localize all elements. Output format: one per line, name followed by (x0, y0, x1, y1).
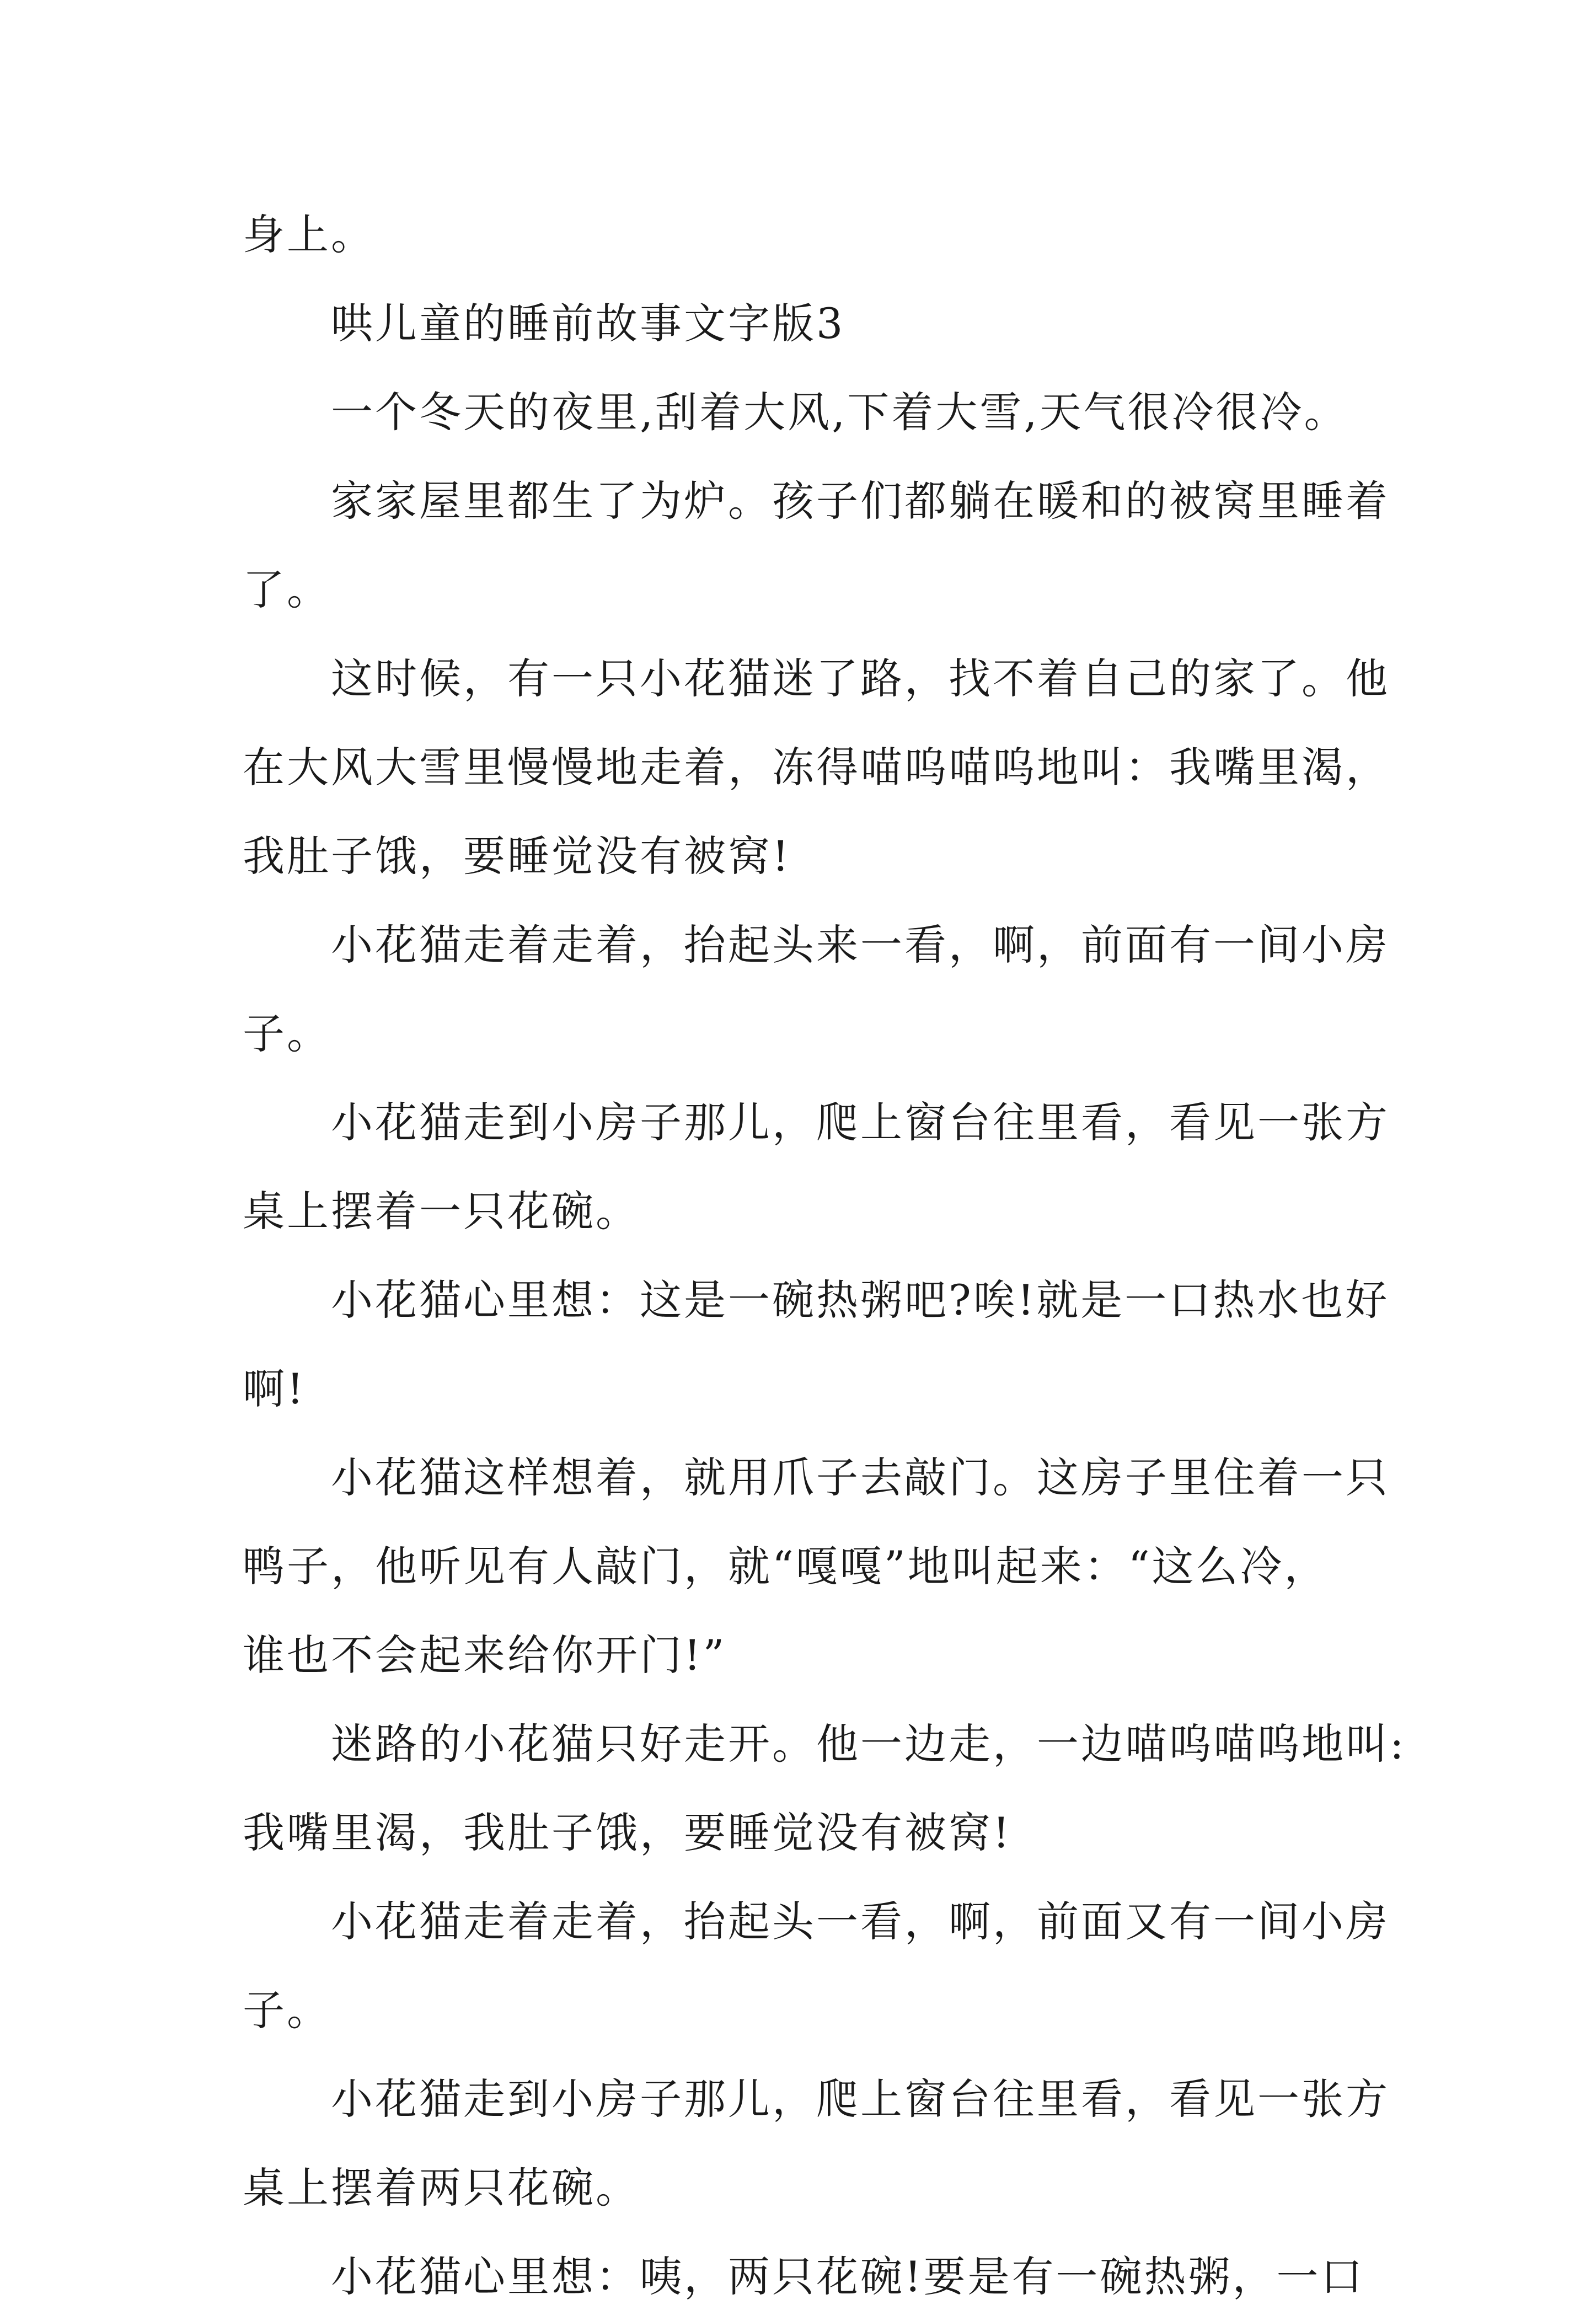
text-line: 我嘴里渴，我肚子饿，要睡觉没有被窝! (243, 1808, 1012, 1857)
story-text (243, 190, 1406, 2321)
text-line: 我肚子饿，要睡觉没有被窝! (243, 832, 791, 881)
text-line: 子。 (243, 1986, 331, 2035)
text-line: 小花猫心里想：这是一碗热粥吧?唉!就是一口热水也好 (331, 1275, 1390, 1325)
text-line: 子。 (243, 1009, 331, 1058)
text-line: 桌上摆着两只花碗。 (243, 2163, 640, 2212)
text-line: 鸭子，他听见有人敲门，就“嘎嘎”地叫起来：“这么冷， (243, 1542, 1329, 1591)
text-line: 小花猫心里想：咦，两只花碗!要是有一碗热粥，一口 (331, 2252, 1365, 2301)
text-line: 身上。 (243, 210, 375, 259)
text-line: 了。 (243, 565, 331, 614)
section-heading: 哄儿童的睡前故事文字版3 (331, 299, 845, 348)
text-line: 桌上摆着一只花碗。 (243, 1187, 640, 1236)
text-line: 小花猫这样想着，就用爪子去敲门。这房子里住着一只 (331, 1453, 1390, 1502)
text-line: 啊! (243, 1364, 306, 1413)
text-line: 小花猫走到小房子那儿，爬上窗台往里看，看见一张方 (331, 1098, 1390, 1147)
text-line: 小花猫走着走着，抬起头一看，啊，前面又有一间小房 (331, 1897, 1390, 1946)
text-line: 在大风大雪里慢慢地走着，冻得喵呜喵呜地叫：我嘴里渴， (243, 743, 1390, 792)
text-line: 小花猫走到小房子那儿，爬上窗台往里看，看见一张方 (331, 2075, 1390, 2124)
text-line: 小花猫走着走着，抬起头来一看，啊，前面有一间小房 (331, 920, 1390, 969)
text-line: 这时候，有一只小花猫迷了路，找不着自己的家了。他 (331, 654, 1390, 703)
text-line: 谁也不会起来给你开门!” (243, 1631, 727, 1680)
text-line: 家家屋里都生了为炉。孩子们都躺在暖和的被窝里睡着 (331, 476, 1390, 526)
text-line: 一个冬天的夜里,刮着大风,下着大雪,天气很冷很冷。 (331, 388, 1348, 437)
text-line: 迷路的小花猫只好走开。他一边走，一边喵呜喵呜地叫: (331, 1719, 1406, 1768)
